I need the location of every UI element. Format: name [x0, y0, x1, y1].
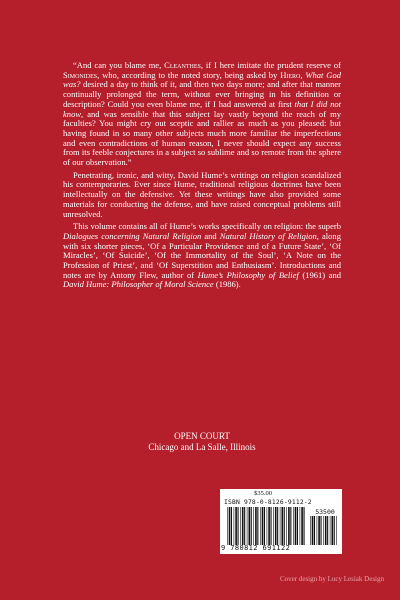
barcode-bar	[323, 516, 324, 545]
quote-text: “And can you blame me,	[73, 60, 165, 70]
barcode-bar	[301, 507, 303, 545]
barcode-label	[220, 489, 342, 554]
quote-italic: What God was?	[63, 69, 341, 90]
barcode-bar	[260, 507, 261, 545]
quote-text: ,	[300, 69, 306, 80]
name-hiero: Hiero	[280, 69, 301, 80]
name-simonides: Simonides	[63, 69, 98, 80]
quote-text: desired a day to think of it, and then two days more; and after that manner continually prolonged the term, without ever bringing in his definition or description? Could you even blame me, if I had answered at first	[63, 79, 341, 109]
barcode-bar	[240, 507, 241, 545]
contents-text: This volume contains all of Hume’s works specifically on religion: the superb	[73, 221, 341, 232]
barcode-bar	[238, 507, 239, 545]
name-cleanthes: Cleanthes	[164, 60, 201, 70]
contents-paragraph	[63, 222, 341, 290]
barcode-bar	[257, 507, 258, 545]
blurb-text	[63, 61, 341, 293]
barcode-bar	[293, 507, 294, 545]
barcode-bar	[318, 516, 320, 545]
publisher-name: OPEN COURT	[174, 431, 230, 441]
barcode-bar	[267, 507, 268, 545]
barcode-bar	[295, 507, 297, 545]
barcode-bar	[297, 507, 298, 545]
quote-text: , if I here imitate the prudent reserve of	[200, 60, 341, 70]
barcode-bar	[231, 507, 232, 545]
barcode-bar	[332, 516, 334, 545]
barcode-bar	[275, 507, 277, 545]
barcode-bar	[262, 507, 264, 545]
barcode-bar	[310, 516, 311, 545]
publisher-location: Chicago and La Salle, Illinois	[148, 442, 256, 452]
title-natural-history: Natural History of Religion	[219, 230, 317, 241]
barcode-bar	[251, 507, 252, 545]
barcode-bar	[271, 507, 272, 545]
barcode-bar	[273, 507, 274, 545]
isbn-text: ISBN 978-0-8126-9112-2	[224, 499, 312, 506]
barcode-bar	[300, 507, 301, 545]
hume-quote	[63, 61, 341, 168]
barcode-bar	[247, 507, 248, 545]
barcode-bar	[286, 507, 287, 545]
barcode-bar	[282, 507, 284, 545]
title-philosopher-moral-science: David Hume: Philosopher of Moral Science	[63, 279, 214, 290]
cover-design-credit: Cover design by Lucy Lesiak Design	[279, 575, 384, 583]
ean-digits: 9 780812 691122	[221, 544, 291, 552]
barcode-bar	[336, 516, 337, 545]
barcode-bar	[288, 507, 290, 545]
barcode-bar	[242, 507, 244, 545]
contents-text: and	[201, 230, 220, 241]
contents-text: , along with six shorter pieces, ‘Of a Particular Providence and of a Future State’, ‘Of Miracles’, ‘Of Suicide’, ‘Of the Immortality of the Soul’, ‘A Note on the Profession of Priest’, and ‘Of Superstition and Enthusiasm’. Introductions and notes are by Antony Flew, author of	[63, 230, 341, 280]
title-dialogues: Dialogues concerning Natural Religion	[63, 230, 202, 241]
barcode-bar	[227, 507, 228, 545]
barcode-bar	[325, 516, 327, 545]
addon-digits: 53500	[315, 508, 335, 516]
barcode-bar	[330, 516, 331, 545]
barcode-bar	[314, 516, 315, 545]
barcode-bar	[235, 507, 237, 545]
barcode-bar	[327, 516, 328, 545]
price: $35.00	[254, 490, 272, 497]
barcode-bar	[290, 507, 291, 545]
barcode-bar	[253, 507, 254, 545]
barcode-bar	[284, 507, 285, 545]
barcode-bar	[280, 507, 281, 545]
contents-text: (1986).	[213, 279, 241, 290]
description-paragraph: Penetrating, ironic, and witty, David Hume’s writings on religion scandalized his contemporaries. Ever since Hume, traditional religious doctrines have been intellectually on the defensive. Yet these writings have also provided some materials for conducting the defense, and have raised conceptual problems still unresolved.	[63, 169, 341, 219]
barcode-bar	[334, 516, 335, 545]
barcode-bar	[277, 507, 278, 545]
barcode-bar	[317, 516, 318, 545]
barcode-bar	[255, 507, 257, 545]
addon-barcode	[310, 516, 340, 545]
ean-barcode	[227, 507, 307, 545]
quote-text: , who, according to the noted story, being asked by	[97, 69, 281, 80]
barcode-bar	[234, 507, 235, 545]
contents-text: (1961) and	[298, 269, 341, 280]
publisher-block	[63, 431, 341, 453]
barcode-bar	[304, 507, 305, 545]
barcode-bar	[321, 516, 322, 545]
barcode-bar	[244, 507, 245, 545]
barcode-bar	[264, 507, 265, 545]
quote-italic: that I did not know	[63, 98, 341, 119]
barcode-bar	[268, 507, 270, 545]
quote-text: , and was sensible that this subject lay vastly beyond the reach of my faculties? You might cry out sceptic and rallier as much as you pleased: but having found in so many other subjects much more familiar the imperfections and even contradictions of human reason, I never should expect any success from its feeble conjectures in a subject so sublime and so remote from the sphere of our observation.”	[63, 108, 341, 168]
barcode-bar	[229, 507, 231, 545]
barcode-bar	[312, 516, 314, 545]
title-philosophy-belief: Hume’s Philosophy of Belief	[197, 269, 299, 280]
barcode-bar	[249, 507, 251, 545]
